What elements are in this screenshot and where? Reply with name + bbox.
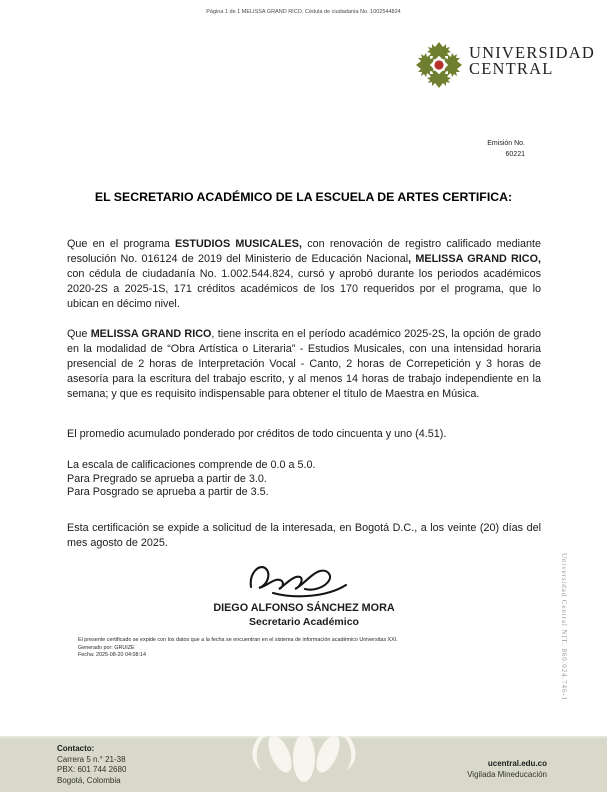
footer-address: Carrera 5 n.° 21-38 xyxy=(57,754,126,764)
fine-print-line-2: Generado por: GRUIZE xyxy=(78,644,135,651)
scale-line-3: Para Posgrado se aprueba a partir de 3.5. xyxy=(67,486,269,498)
university-name-line1: UNIVERSIDAD xyxy=(469,43,595,62)
signatory-name: DIEGO ALFONSO SÁNCHEZ MORA xyxy=(213,602,395,614)
paragraph-issuance: Esta certificación se expide a solicitud de la interesada, en Bogotá D.C., a los veinte (20) días del mes agosto de 2025. xyxy=(67,521,541,549)
signature-icon xyxy=(243,560,368,602)
paragraph-program xyxy=(67,237,541,312)
lotus-ornament-icon xyxy=(219,736,389,788)
p2-text-2: , tiene inscrita en el período académico 2025-2S, la opción de grado en la modalidad de “Obra Artística o Literaria” - Estudios Musicales, con una intensidad horaria presencial de 2 horas de Interpretación Vocal - Canto, 2 horas de Correpetición y 3 horas de asesoría para la escritura del trabajo escrito, y al menos 14 horas de trabajo independiente en la semana; y que es requisito indispensable para obtener el título de Maestra en Música. xyxy=(67,327,541,400)
p2-text-1: Que xyxy=(67,327,91,340)
university-name-line2: CENTRAL xyxy=(469,59,554,78)
page-meta-header: Página 1 de 1 MELISSA GRAND RICO, Cédula de ciudadanía No. 1002544824 xyxy=(206,9,401,15)
p1-program-name: ESTUDIOS MUSICALES, xyxy=(174,237,302,250)
grading-scale-block xyxy=(67,459,316,500)
emission-block xyxy=(400,139,525,160)
university-name xyxy=(469,45,595,77)
signatory-role: Secretario Académico xyxy=(249,616,359,628)
footer-web-block xyxy=(467,759,547,780)
footer-contact-block xyxy=(57,744,126,786)
p2-student-name: MELISSA GRAND RICO xyxy=(90,327,212,340)
scale-line-2: Para Pregrado se aprueba a partir de 3.0. xyxy=(67,472,267,485)
university-logo-icon xyxy=(414,40,464,90)
scale-line-1: La escala de calificaciones comprende de 0.0 a 5.0. xyxy=(67,459,316,471)
footer-city: Bogotá, Colombia xyxy=(57,775,121,785)
paragraph-average: El promedio acumulado ponderado por créditos de todo cincuenta y uno (4.51). xyxy=(67,428,447,440)
footer-contact-label: Contacto: xyxy=(57,744,95,753)
footer-website: ucentral.edu.co xyxy=(487,759,547,768)
footer-band xyxy=(0,736,607,792)
p1-text-3: con cédula de ciudadanía No. 1.002.544.824, cursó y aprobó durante los periodos académicos 2020-2S a 2025-1S, 171 créditos académicos de los 170 requeridos por el programa, que lo ubican en décimo nivel. xyxy=(67,267,541,310)
paragraph-grade-option xyxy=(67,327,541,402)
certificate-title: EL SECRETARIO ACADÉMICO DE LA ESCUELA DE ARTES CERTIFICA: xyxy=(94,190,513,204)
footer-regulator: Vigilada Mineducación xyxy=(467,769,547,779)
emission-label: Emisión No. xyxy=(487,140,525,147)
p1-text-1: Que en el programa xyxy=(67,237,175,250)
side-nit-note: Universidad Central NIT. 860.024.746-1 xyxy=(560,553,568,701)
p1-text-2: con renovación de registro calificado mediante resolución No. 016124 de 2019 del Ministerio de Educación Nacional xyxy=(67,237,542,265)
footer-phone: PBX: 601 744 2680 xyxy=(57,765,127,774)
emission-number: 60221 xyxy=(505,150,525,158)
fine-print-block xyxy=(78,637,398,660)
p1-student-name: , MELISSA GRAND RICO, xyxy=(408,252,541,265)
fine-print-line-1: El presente certificado se expide con los datos que a la fecha se encuentran en el sistema de información académico Universitas XXI. xyxy=(78,637,398,643)
fine-print-line-3: Fecha: 2025-08-20 04:08:14 xyxy=(78,652,147,659)
